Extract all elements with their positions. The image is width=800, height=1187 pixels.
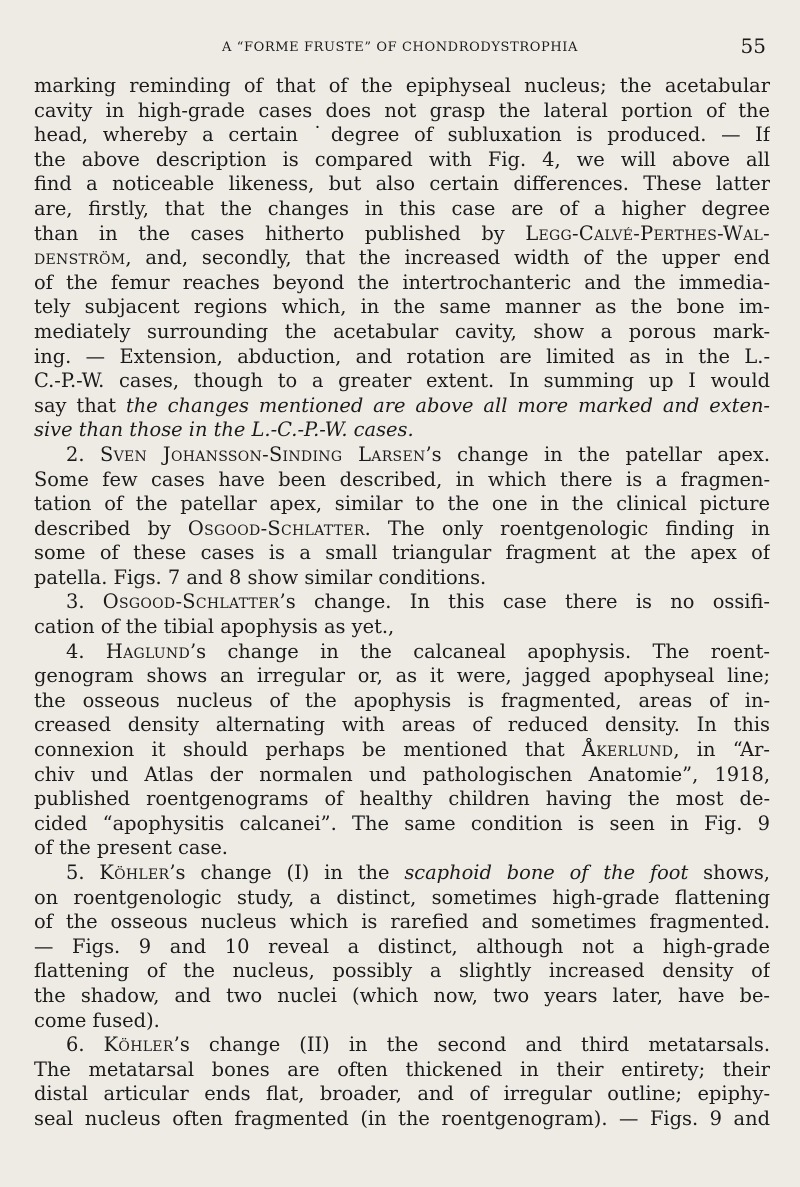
text-line (34, 664, 770, 689)
text-span: 4. (66, 639, 106, 663)
text-span: of the osseous nucleus which is rarefied and sometimes fragmented. (34, 910, 770, 934)
page-number: 55 (740, 34, 766, 58)
text-line (34, 443, 770, 468)
text-line (34, 394, 770, 419)
author-name: denström (34, 246, 126, 270)
text-line (34, 197, 770, 222)
text-span: patella. Figs. 7 and 8 show similar conditions. (34, 565, 487, 589)
text-span: distal articular ends flat, broader, and of irregular outline; epiphy- (34, 1082, 770, 1106)
text-span: 6. (66, 1033, 104, 1057)
text-span: , and, secondly, that the increased width of the upper end (125, 246, 770, 270)
text-line (34, 345, 770, 370)
text-span: tely subjacent regions which, in the same manner as the bone im- (34, 295, 770, 319)
text-line (34, 713, 770, 738)
text-span: C.-P.-W. cases, though to a greater extent. In summing up I would (34, 369, 770, 393)
text-span: described by (34, 516, 188, 540)
text-span: shows, (688, 861, 770, 884)
text-span: are, firstly, that the changes in this case are of a higher degree (34, 196, 770, 220)
text-span: than in the cases hitherto published by (34, 221, 526, 245)
text-line (34, 369, 770, 394)
italic-text: sive than those in the L.-C.-P.-W. cases. (34, 418, 414, 442)
text-line (34, 689, 770, 714)
text-span: , in “Ar- (673, 738, 770, 762)
text-span: genogram shows an irregular or, as it were, jagged apophyseal line; (34, 664, 770, 688)
text-line (34, 886, 770, 911)
text-line (34, 590, 770, 615)
text-line (34, 959, 770, 984)
text-span: of the femur reaches beyond the intertrochanteric and the immedia- (34, 270, 770, 294)
running-header (34, 34, 766, 60)
text-span: The metatarsal bones are often thickened in their entirety; their (34, 1057, 770, 1081)
italic-text: scaphoid bone of the foot (404, 861, 689, 884)
body-text (34, 74, 770, 1132)
text-span: tation of the patellar apex, similar to the one in the clinical picture (34, 492, 770, 516)
text-span: ’s change. In this case there is no ossifi- (279, 590, 770, 614)
text-line (34, 615, 770, 640)
text-span: on roentgenologic study, a distinct, sometimes high-grade flattening (34, 885, 770, 909)
text-line (34, 1058, 770, 1083)
text-span: . The only roentgenologic finding in (364, 516, 770, 540)
text-line (34, 1107, 770, 1132)
text-span: mediately surrounding the acetabular cavity, show a porous mark- (34, 319, 770, 343)
text-line (34, 763, 770, 788)
running-title: A “FORME FRUSTE” OF CHONDRODYSTROPHIA (221, 40, 578, 55)
text-span: head, whereby a certain ˙degree of subluxation is produced. — If (34, 123, 770, 147)
text-line (34, 74, 770, 99)
text-span: published roentgenograms of healthy children having the most de- (34, 787, 770, 811)
text-span: ’s change (I) in the (169, 861, 405, 884)
text-line (34, 1033, 770, 1058)
text-line (34, 295, 770, 320)
text-line (34, 1082, 770, 1107)
text-span: creased density alternating with areas of reduced density. In this (34, 713, 770, 737)
text-span: the osseous nucleus of the apophysis is fragmented, areas of in- (34, 688, 770, 712)
text-line (34, 468, 770, 493)
text-span: seal nucleus often fragmented (in the roentgenogram). — Figs. 9 and (34, 1106, 770, 1130)
text-span: ’s change (II) in the second and third metatarsals. (173, 1033, 770, 1057)
author-name: Köhler (103, 1033, 174, 1057)
text-span: 3. (66, 590, 103, 614)
text-line (34, 99, 770, 124)
text-line (34, 861, 770, 886)
text-span: some of these cases is a small triangular fragment at the apex of (34, 541, 770, 565)
text-span: — Figs. 9 and 10 reveal a distinct, although not a high-grade (34, 934, 770, 958)
text-line (34, 222, 770, 247)
text-line (34, 517, 770, 542)
text-line (34, 541, 770, 566)
text-line (34, 738, 770, 763)
text-line (34, 910, 770, 935)
text-line (34, 148, 770, 173)
text-span: cation of the tibial apophysis as yet., (34, 615, 395, 639)
author-name: Legg-Calvé-Perthes-Wal- (525, 221, 770, 245)
text-line (34, 1009, 770, 1034)
text-span: come fused). (34, 1008, 160, 1032)
text-span: ’s change in the patellar apex. (425, 442, 770, 466)
text-line (34, 935, 770, 960)
text-span: cavity in high-grade cases does not grasp the lateral portion of the (34, 98, 770, 122)
text-line (34, 640, 770, 665)
text-span: chiv und Atlas der normalen und pathologischen Anatomie”, 1918, (34, 762, 770, 786)
text-span: 2. (66, 442, 101, 466)
text-span: 5. (66, 861, 100, 884)
text-line (34, 836, 770, 861)
text-line (34, 787, 770, 812)
text-line (34, 246, 770, 271)
author-name: Sven Johansson-Sinding Larsen (100, 442, 426, 466)
text-line (34, 123, 770, 148)
text-span: cided “apophysitis calcanei”. The same condition is seen in Fig. 9 (34, 811, 770, 835)
text-span: find a noticeable likeness, but also certain differences. These latter (34, 172, 770, 196)
text-line (34, 984, 770, 1009)
author-name: Köhler (99, 861, 170, 884)
author-name: Osgood-Schlatter (187, 516, 365, 540)
text-line (34, 418, 770, 443)
text-line (34, 492, 770, 517)
text-line (34, 812, 770, 837)
text-line (34, 172, 770, 197)
author-name: Haglund (105, 639, 190, 663)
author-name: Osgood-Schlatter (102, 590, 280, 614)
text-span: the above description is compared with Fig. 4, we will above all (34, 147, 770, 171)
text-span: connexion it should perhaps be mentioned that (34, 738, 582, 762)
text-line (34, 320, 770, 345)
text-span: marking reminding of that of the epiphyseal nucleus; the acetabular (34, 74, 770, 97)
text-span: flattening of the nucleus, possibly a slightly increased density of (34, 959, 770, 983)
italic-text: the changes mentioned are above all more marked and exten- (125, 393, 770, 417)
text-line (34, 566, 770, 591)
text-span: of the present case. (34, 836, 228, 860)
text-line (34, 271, 770, 296)
text-span: the shadow, and two nuclei (which now, two years later, have be- (34, 983, 770, 1007)
text-span: ’s change in the calcaneal apophysis. The roent- (189, 639, 770, 663)
text-span: say that (34, 393, 126, 417)
author-name: Åkerlund (581, 738, 674, 762)
text-span: Some few cases have been described, in which there is a fragmen- (34, 467, 770, 491)
text-span: ing. — Extension, abduction, and rotation are limited as in the L.- (34, 344, 770, 368)
